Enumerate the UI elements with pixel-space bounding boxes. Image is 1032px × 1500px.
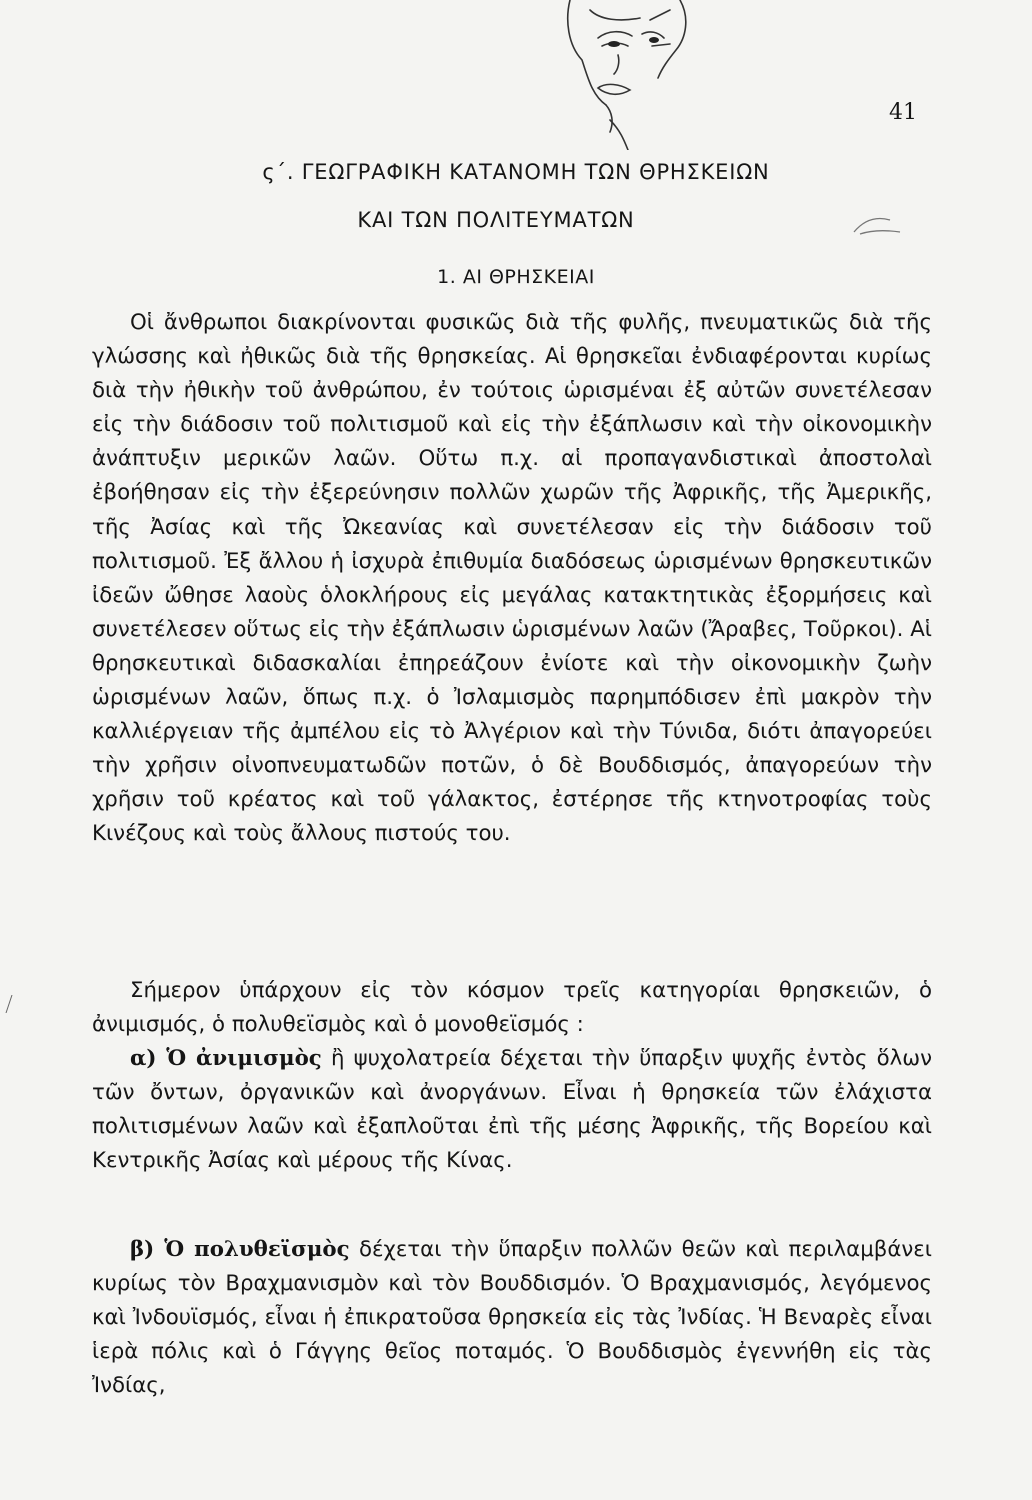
paragraph-polytheism [92, 1233, 932, 1403]
paragraph-categories-text: Σήμερον ὑπάρχουν εἰς τὸν κόσμον τρεῖς κατηγορίαι θρησκειῶν, ὁ ἀνιμισμός, ὁ πολυθεϊσμὸς καὶ ὁ μονοθεϊσμός : [92, 978, 932, 1038]
section-heading-line1: ς΄. ΓΕΩΓΡΑΦΙΚΗ ΚΑΤΑΝΟΜΗ ΤΩΝ ΘΡΗΣΚΕΙΩΝ [262, 160, 770, 184]
paragraph-animism [92, 1042, 932, 1178]
paragraph-categories [92, 974, 932, 1042]
animism-label: α) Ὁ ἀνιμισμὸς [130, 1046, 322, 1071]
subsection-heading: 1. ΑΙ ΘΡΗΣΚΕΙΑΙ [437, 266, 595, 288]
page-number: 41 [889, 100, 917, 125]
section-heading-line2: ΚΑΙ ΤΩΝ ΠΟΛΙΤΕΥΜΑΤΩΝ [357, 208, 635, 232]
face-sketch-icon [540, 0, 720, 150]
paragraph-polytheism-body [92, 1233, 932, 1403]
paragraph-intro-text: Οἱ ἄνθρωποι διακρίνονται φυσικῶς διὰ τῆς φυλῆς, πνευματικῶς διὰ τῆς γλώσσης καὶ ἠθικῶς διὰ τῆς θρησκείας. Αἱ θρησκεῖαι ἐνδιαφέρονται κυρίως διὰ τὴν ἠθικὴν τοῦ ἀνθρώπου, ἐν τούτοις ὡρισμέναι ἐξ αὐτῶν συνετέλεσαν εἰς τὴν διάδοσιν τοῦ πολιτισμοῦ καὶ εἰς τὴν ἐξάπλωσιν καὶ τὴν οἰκονομικὴν ἀνάπτυξιν μερικῶν λαῶν. Οὕτω π.χ. αἱ προπαγανδιστικαὶ ἀποστολαὶ ἐβοήθησαν εἰς τὴν ἐξερεύνησιν πολλῶν χωρῶν τῆς Ἀφρικῆς, τῆς Ἀμερικῆς, τῆς Ἀσίας καὶ τῆς Ὠκεανίας καὶ συνετέλεσαν εἰς τὴν διάδοσιν τοῦ πολιτισμοῦ. Ἐξ ἄλλου ἡ ἰσχυρὰ ἐπιθυμία διαδόσεως ὡρισμένων θρησκευτικῶν ἰδεῶν ὤθησε λαοὺς ὁλοκλήρους εἰς μεγάλας κατακτητικὰς ἐξορμήσεις καὶ συνετέλεσεν οὕτως εἰς τὴν ἐξάπλωσιν ὡρισμένων λαῶν (Ἄραβες, Τοῦρκοι). Αἱ θρησκευτικαὶ διδασκαλίαι ἐπηρεάζουν ἐνίοτε καὶ τὴν οἰκονομικὴν ζωὴν ὡρισμένων λαῶν, ὅπως π.χ. ὁ Ἰσλαμισμὸς παρημπόδισεν ἐπὶ μακρὸν τὴν καλλιέργειαν τῆς ἀμπέλου εἰς τὸ Ἀλγέριον καὶ τὴν Τύνιδα, διότι ἀπαγορεύει τὴν χρῆσιν οἰνοπνευματωδῶν ποτῶν, ὁ δὲ Βουδδισμός, ἀπαγορεύων τὴν χρῆσιν τοῦ κρέατος καὶ τοῦ γάλακτος, ἐστέρησε τῆς κτηνοτροφίας τοὺς Κινέζους καὶ τοὺς ἄλλους πιστούς του. [92, 310, 932, 847]
paragraph-polytheism-text: δέχεται τὴν ὕπαρξιν πολλῶν θεῶν καὶ περιλαμβάνει κυρίως τὸν Βραχμανισμὸν καὶ τὸν Βουδδισμόν. Ὁ Βραχμανισμός, λεγόμενος καὶ Ἰνδουϊσμός, εἶναι ἡ ἐπικρατοῦσα θρησκεία εἰς τὰς Ἰνδίας. Ἡ Βεναρὲς εἶναι ἱερὰ πόλις καὶ ὁ Γάγγης θεῖος ποταμός. Ὁ Βουδδισμὸς ἐγεννήθη εἰς τὰς Ἰνδίας, [92, 1237, 932, 1399]
paragraph-intro [92, 306, 932, 852]
paragraph-animism-text: ἢ ψυχολατρεία δέχεται τὴν ὕπαρξιν ψυχῆς ἐντὸς ὅλων τῶν ὄντων, ὀργανικῶν καὶ ἀνοργάνων. Εἶναι ἡ θρησκεία τῶν ἐλάχιστα πολιτισμένων λαῶν καὶ ἐξαπλοῦται ἐπὶ τῆς μέσης Ἀφρικῆς, τῆς Βορείου καὶ Κεντρικῆς Ἀσίας καὶ μέρους τῆς Κίνας. [92, 1046, 932, 1174]
paragraph-animism-body [92, 1042, 932, 1178]
polytheism-label: β) Ὁ πολυθεϊσμὸς [130, 1237, 350, 1262]
margin-mark [4, 995, 14, 1013]
